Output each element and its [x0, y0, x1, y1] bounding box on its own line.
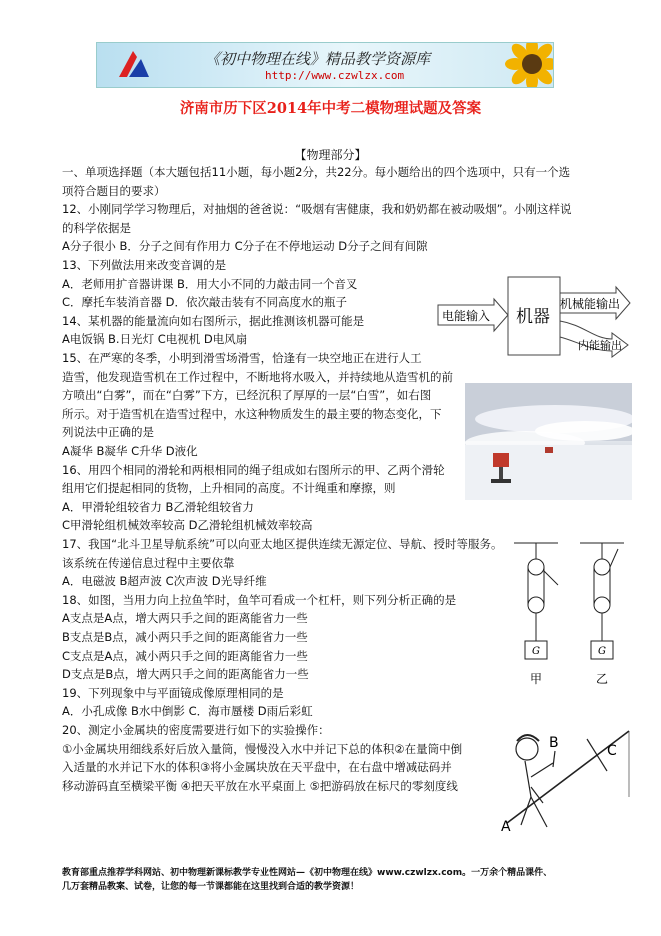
lever-point-b: B [549, 735, 559, 751]
text-line: 19、下列现象中与平面镜成像原理相同的是 [62, 685, 284, 700]
lever-point-a: A [501, 819, 511, 835]
text-line: A凝华 B凝华 C升华 D液化 [62, 444, 198, 458]
pulley-load-right: G [598, 646, 606, 657]
text-line: 移动游码直至横梁平衡 ④把天平放在水平桌面上 ⑤把游码放在标尺的零刻度线 [62, 778, 458, 793]
text-line: C．摩托车装消音器 D．依次敲击装有不同高度水的瓶子 [62, 295, 348, 310]
text-line: 的科学依据是 [62, 220, 131, 235]
sunflower-icon [505, 42, 554, 88]
text-line: 12、小刚同学学习物理后，对抽烟的爸爸说：“吸烟有害健康，我和奶奶都在被动吸烟”。小刚这样说 [62, 202, 572, 217]
logo-icon [115, 47, 155, 83]
footer-line-2: 几万套精品教案、试卷，让您的每一节课都能在这里找到合适的教学资源！ [62, 882, 360, 892]
machine-output-heat-label: 内能输出 [578, 339, 622, 352]
text-line: ①小金属块用细线系好后放入量筒，慢慢没入水中并记下总的体积②在量筒中倒 [62, 741, 463, 756]
machine-output-mech-label: 机械能输出 [560, 297, 621, 311]
text-line: 17、我国“北斗卫星导航系统”可以向亚太地区提供连续无源定位、导航、授时等服务。 [62, 537, 503, 551]
text-line: A电饭锅 B.日光灯 C电视机 D电风扇 [62, 332, 248, 347]
text-line: C甲滑轮组机械效率较高 D乙滑轮组机械效率较高 [62, 518, 313, 533]
page-title: 济南市历下区2014年中考二模物理试题及答案 [179, 100, 482, 117]
machine-box-label: 机器 [516, 307, 550, 327]
machine-input-label: 电能输入 [442, 309, 491, 323]
banner-url[interactable]: http://www.czwlzx.com [265, 69, 405, 82]
text-line: 16、用四个相同的滑轮和两根相同的绳子组成如右图所示的甲、乙两个滑轮 [62, 462, 445, 477]
text-line: 20、测定小金属块的密度需要进行如下的实验操作： [62, 723, 330, 737]
pulley-label-jia: 甲 [530, 672, 543, 686]
text-line: 方喷出“白雾”，而在“白雾”下方，已经沉积了厚厚的一层“白雪”，如右图 [62, 388, 432, 403]
text-line: 组用它们提起相同的货物，上升相同的高度。不计绳重和摩擦，则 [62, 481, 396, 496]
text-line: 13、下列做法用来改变音调的是 [62, 258, 227, 272]
text-line: A支点是A点，增大两只手之间的距离能省力一些 [62, 611, 308, 626]
text-line: 18、如图，当用力向上拉鱼竿时，鱼竿可看成一个杠杆，则下列分析正确的是 [62, 592, 457, 607]
text-line: A．电磁波 B超声波 C次声波 D光导纤维 [62, 574, 267, 589]
section-heading: 【物理部分】 [294, 148, 367, 162]
header-banner [96, 42, 554, 88]
text-line: C支点是A点，减小两只手之间的距离能省力一些 [62, 648, 308, 663]
footer-line-1: 教育部重点推荐学科网站、初中物理新课标教学专业性网站—《初中物理在线》www.czwlzx.com。一万余个精品课件、 [62, 868, 553, 878]
pulley-load-left: G [532, 646, 540, 657]
fishing-lever-diagram [487, 727, 632, 835]
text-line: 一、单项选择题（本大题包括11小题，每小题2分，共22分。每小题给出的四个选项中，只有一个选 [62, 165, 571, 179]
pulley-systems-diagram [506, 541, 632, 689]
text-line: B支点是B点，减小两只手之间的距离能省力一些 [62, 630, 308, 644]
text-line: 入适量的水并记下水的体积③将小金属块放在天平盘中，在右盘中增减砝码并 [62, 760, 452, 775]
pulley-label-yi: 乙 [596, 672, 609, 686]
text-line: A分子很小 B．分子之间有作用力 C分子在不停地运动 D分子之间有间隙 [62, 239, 428, 254]
text-line: 14、某机器的能量流向如右图所示，据此推测该机器可能是 [62, 313, 365, 328]
text-line: A．老师用扩音器讲课 B．用大小不同的力敲击同一个音叉 [62, 276, 358, 291]
lever-point-c: C [607, 743, 617, 759]
text-line: 该系统在传递信息过程中主要依靠 [62, 555, 235, 570]
text-line: A．小孔成像 B水中倒影 C．海市蜃楼 D雨后彩虹 [62, 704, 313, 719]
machine-energy-diagram [436, 275, 632, 359]
text-line: 所示。对于造雪机在造雪过程中，水这种物质发生的最主要的物态变化，下 [62, 406, 442, 421]
text-line: 15、在严寒的冬季，小明到滑雪场滑雪，恰逢有一块空地正在进行人工 [62, 351, 422, 365]
text-line: 项符合题目的要求） [62, 183, 166, 198]
banner-title: 《初中物理在线》精品教学资源库 [205, 50, 431, 68]
text-line: 造雪，他发现造雪机在工作过程中，不断地将水吸入，并持续地从造雪机的前 [62, 369, 453, 384]
text-line: D支点是B点，增大两只手之间的距离能省力一些 [62, 667, 309, 682]
text-line: 列说法中正确的是 [62, 425, 154, 440]
text-line: A．甲滑轮组较省力 B乙滑轮组较省力 [62, 499, 254, 514]
snow-machine-photo [465, 383, 632, 500]
